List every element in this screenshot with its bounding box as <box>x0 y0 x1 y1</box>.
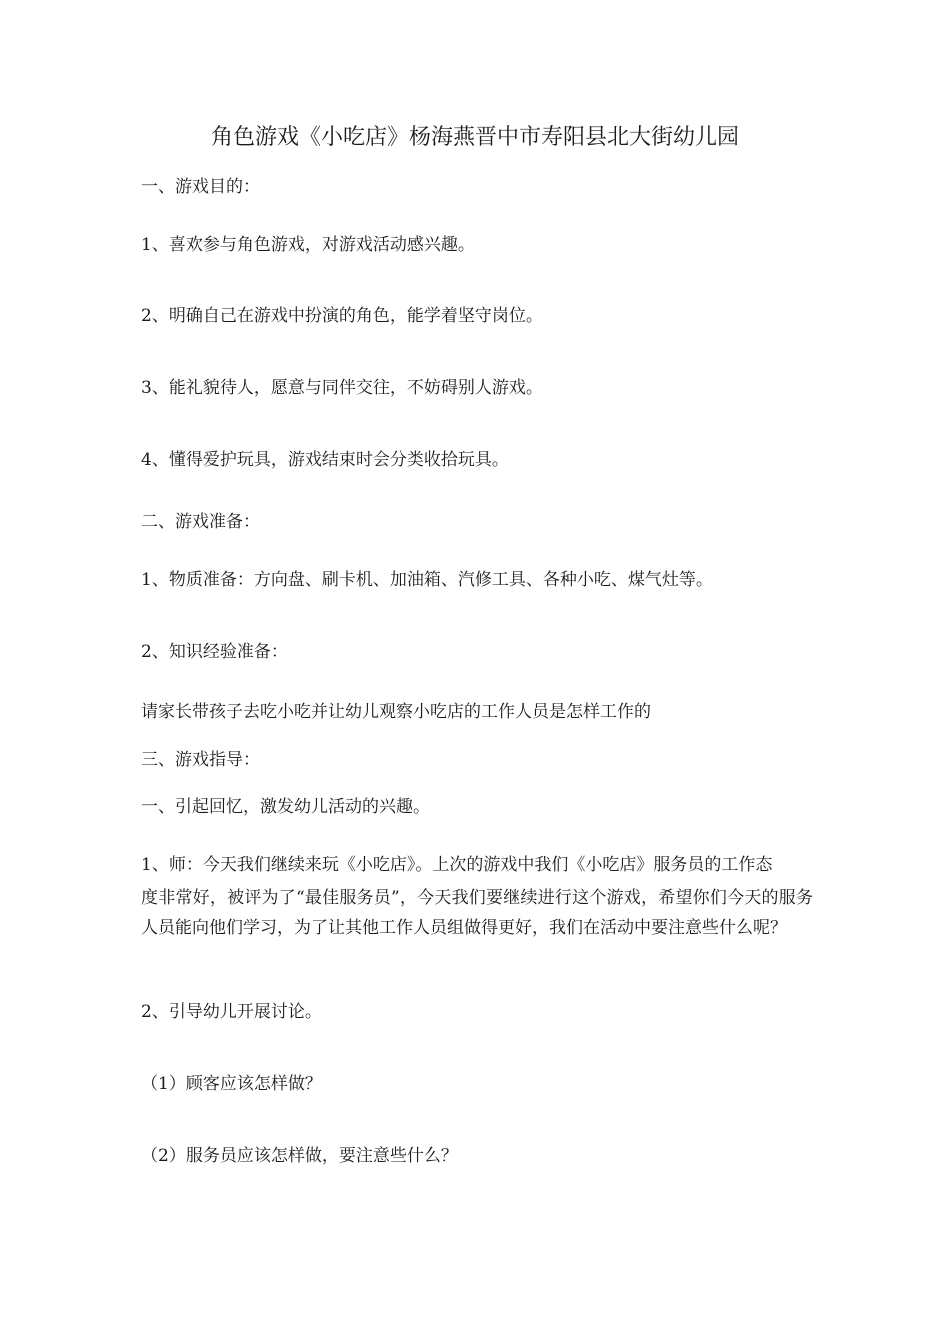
guidance-paragraph-first-line: 1、师：今天我们继续来玩《小吃店》。上次的游戏中我们《小吃店》服务员的工作态 <box>141 855 773 875</box>
section-heading-guidance: 三、游戏指导： <box>141 750 260 770</box>
guidance-item-2: 2、引导幼儿开展讨论。 <box>141 1002 322 1022</box>
goal-item-3: 3、能礼貌待人，愿意与同伴交往，不妨碍别人游戏。 <box>141 378 543 398</box>
goal-item-1: 1、喜欢参与角色游戏，对游戏活动感兴趣。 <box>141 235 475 255</box>
preparation-item-knowledge: 2、知识经验准备： <box>141 642 288 662</box>
guidance-paragraph-continued: 度非常好，被评为了“最佳服务员”，今天我们要继续进行这个游戏，希望你们今天的服务人员能向他们学习，为了让其他工作人员组做得更好，我们在活动中要注意些什么呢？ <box>141 888 813 938</box>
guidance-subheading: 一、引起回忆，激发幼儿活动的兴趣。 <box>141 797 430 817</box>
preparation-note: 请家长带孩子去吃小吃并让幼儿观察小吃店的工作人员是怎样工作的 <box>141 702 651 722</box>
goal-item-4: 4、懂得爱护玩具，游戏结束时会分类收拾玩具。 <box>141 450 509 470</box>
document-title: 角色游戏《小吃店》杨海燕晋中市寿阳县北大街幼儿园 <box>210 125 739 150</box>
preparation-item-materials: 1、物质准备：方向盘、刷卡机、加油箱、汽修工具、各种小吃、煤气灶等。 <box>141 570 713 590</box>
section-heading-goals: 一、游戏目的： <box>141 177 260 197</box>
question-server: （2）服务员应该怎样做，要注意些什么？ <box>141 1146 458 1166</box>
question-customer: （1）顾客应该怎样做？ <box>141 1074 322 1094</box>
section-heading-preparation: 二、游戏准备： <box>141 512 260 532</box>
goal-item-2: 2、明确自己在游戏中扮演的角色，能学着坚守岗位。 <box>141 306 543 326</box>
